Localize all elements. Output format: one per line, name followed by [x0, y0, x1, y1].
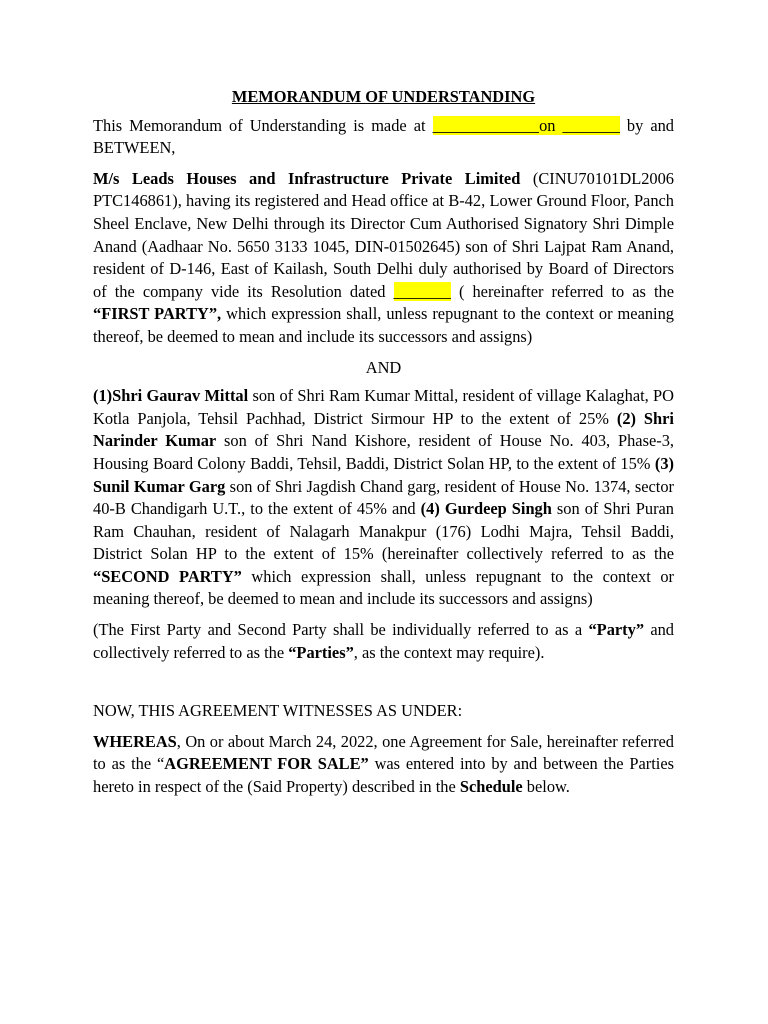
place-blank[interactable]: _____________: [432, 115, 540, 135]
parties-text-1: (The First Party and Second Party shall be individually referred to as a: [93, 620, 589, 640]
date-blank[interactable]: _______: [555, 115, 620, 135]
first-party-text-3: which expression shall, unless repugnant to the context or meaning thereof, be deemed to mean and include its successors and assigns): [93, 304, 675, 346]
party-1-text: son of Shri Ram Kumar Mittal, resident of village Kalaghat, PO Kotla Panjola, Tehsil Pachhad, District Sirmour HP to the extent of 25%: [93, 386, 674, 428]
whereas-paragraph: [93, 731, 674, 799]
first-party-text-2: ( hereinafter referred to as the: [450, 281, 675, 301]
whereas-text-3: below.: [522, 777, 570, 797]
document-title: MEMORANDUM OF UNDERSTANDING: [231, 87, 536, 106]
agreement-for-sale-term: AGREEMENT FOR SALE”: [164, 754, 369, 774]
party-1-name: (1)Shri Gaurav Mittal: [93, 386, 249, 406]
company-name: M/s Leads Houses and Infrastructure Private Limited: [93, 168, 521, 188]
whereas-text-1: , On or about March 24, 2022, one Agreement for Sale, hereinafter referred to as the “: [93, 731, 674, 774]
and-separator: AND: [365, 357, 402, 377]
whereas-word: WHEREAS: [93, 731, 177, 751]
parties-definition-paragraph: [93, 619, 674, 664]
parties-term: “Parties”: [288, 642, 354, 662]
party-2-name: (2) Shri Narinder Kumar: [93, 408, 674, 451]
intro-text-1: This Memorandum of Understanding is made at: [93, 115, 433, 135]
second-party-text-end: which expression shall, unless repugnant to the context or meaning thereof, be deemed to mean and include its successors and assigns): [93, 566, 674, 609]
intro-text-2: by and BETWEEN,: [93, 115, 674, 158]
whereas-text-2: was entered into by and between the Parties hereto in respect of the (Said Property) described in the: [93, 754, 674, 797]
first-party-label: “FIRST PARTY”,: [93, 304, 222, 324]
spacer: [93, 672, 674, 700]
party-2-text: son of Shri Nand Kishore, resident of House No. 403, Phase-3, Housing Board Colony Baddi, Tehsil, Baddi, District Solan HP, to the extent of 15%: [93, 431, 674, 473]
schedule-term: Schedule: [459, 777, 523, 797]
first-party-text-1: (CINU70101DL2006 PTC146861), having its registered and Head office at B-42, Lower Ground Floor, Panch Sheel Enclave, New Delhi through its Director Cum Authorised Signatory Shri Dimple Anand (Aadhaar No. 5650 3133 1045, DIN-01502645) son of Shri Lajpat Ram Anand, resident of D-146, East of Kailash, South Delhi duly authorised by Board of Directors of the company vide its Resolution dated: [93, 168, 674, 301]
parties-text-2: and collectively referred to as the: [93, 620, 675, 662]
second-party-label: “SECOND PARTY”: [93, 566, 242, 586]
document-page: [93, 86, 674, 807]
party-4-text: son of Shri Puran Ram Chauhan, resident of Nalagarh Manakpur (176) Lodhi Majra, Tehsil Baddi, District Solan HP to the extent of 15% (hereinafter collectively referred to as the: [93, 499, 674, 564]
parties-text-3: , as the context may require).: [353, 642, 545, 662]
party-term: “Party”: [588, 620, 645, 640]
first-party-paragraph: [93, 168, 674, 349]
party-4-name: (4) Gurdeep Singh: [420, 499, 552, 519]
on-word: on: [539, 115, 556, 135]
party-3-name: (3) Sunil Kumar Garg: [93, 453, 674, 496]
second-party-paragraph: [93, 385, 674, 611]
witness-line: NOW, THIS AGREEMENT WITNESSES AS UNDER:: [93, 701, 463, 721]
intro-paragraph: [93, 115, 674, 160]
resolution-date-blank[interactable]: _______: [393, 281, 451, 301]
party-3-text: son of Shri Jagdish Chand garg, resident of House No. 1374, sector 40-B Chandigarh U.T., to the extent of 45% and: [93, 476, 674, 519]
